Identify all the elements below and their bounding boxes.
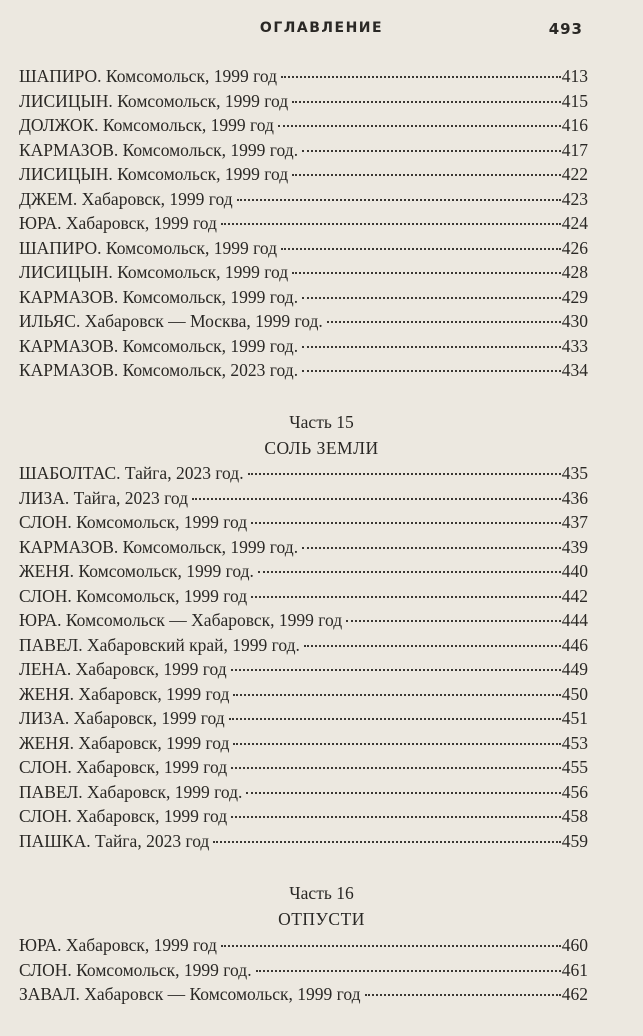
toc-entry-page: 429 [561, 286, 588, 307]
toc-entry-page: 428 [561, 262, 588, 282]
toc-list-part-16 [19, 933, 588, 1007]
dot-leader [229, 718, 561, 720]
toc-entry [19, 162, 588, 187]
toc-entry-title: ДЖЕМ. Хабаровск, 1999 год [19, 188, 233, 209]
toc-entry-title: СЛОН. Комсомольск, 1999 год [19, 512, 248, 532]
running-head-title: ОГЛАВЛЕНИЕ [259, 20, 384, 36]
dot-leader [327, 321, 561, 323]
dot-leader [304, 645, 561, 647]
toc-entry [19, 211, 588, 236]
dot-leader [302, 370, 561, 372]
toc-list-part-15 [19, 461, 588, 853]
toc-entry [19, 829, 588, 854]
toc-entry [19, 236, 588, 261]
toc-entry-page: 444 [561, 610, 588, 630]
toc-entry [19, 982, 588, 1007]
toc-entry-page: 435 [561, 463, 588, 483]
dot-leader [248, 473, 561, 475]
toc-entry-page: 426 [561, 237, 588, 258]
page-number: 493 [548, 20, 583, 38]
toc-entry-title: СЛОН. Хабаровск, 1999 год [19, 806, 228, 826]
dot-leader [256, 970, 561, 972]
toc-entry [19, 535, 588, 560]
toc-entry-title: КАРМАЗОВ. Комсомольск, 1999 год. [19, 286, 299, 307]
dot-leader [237, 199, 561, 201]
toc-entry-title: ДОЛЖОК. Комсомольск, 1999 год [19, 115, 274, 135]
toc-entry-page: 416 [561, 115, 588, 135]
dot-leader [302, 346, 561, 348]
toc-entry [19, 138, 588, 163]
toc-entry-page: 439 [561, 536, 588, 557]
toc-entry-page: 458 [561, 806, 588, 826]
dot-leader [281, 76, 561, 78]
toc-entry-page: 434 [561, 360, 588, 380]
part-heading-16 [0, 880, 643, 932]
toc-entry-title: КАРМАЗОВ. Комсомольск, 1999 год. [19, 536, 299, 557]
toc-entry [19, 657, 588, 682]
toc-entry-title: КАРМАЗОВ. Комсомольск, 1999 год. [19, 335, 299, 356]
dot-leader [292, 272, 561, 274]
toc-entry-page: 423 [561, 188, 588, 209]
toc-entry-title: КАРМАЗОВ. Комсомольск, 1999 год. [19, 139, 299, 160]
toc-entry-page: 422 [561, 164, 588, 184]
toc-entry-title: СЛОН. Комсомольск, 1999 год [19, 585, 248, 606]
dot-leader [346, 620, 561, 622]
dot-leader [278, 125, 561, 127]
toc-entry-title: КАРМАЗОВ. Комсомольск, 2023 год. [19, 360, 299, 380]
toc-entry-title: ЮРА. Хабаровск, 1999 год [19, 935, 217, 955]
dot-leader [302, 547, 561, 549]
toc-entry-page: 430 [561, 311, 588, 331]
toc-entry-title: ЛИЗА. Тайга, 2023 год [19, 487, 189, 508]
toc-entry-page: 461 [561, 959, 588, 980]
toc-entry-title: ЛИСИЦЫН. Комсомольск, 1999 год [19, 164, 289, 184]
dot-leader [231, 669, 561, 671]
toc-entry [19, 285, 588, 310]
part-number: Часть 15 [289, 412, 354, 432]
toc-entry [19, 461, 588, 486]
dot-leader [233, 694, 560, 696]
dot-leader [221, 945, 561, 947]
toc-entry [19, 358, 588, 383]
toc-entry-page: 446 [561, 634, 588, 655]
toc-entry-page: 415 [561, 90, 588, 111]
dot-leader [213, 841, 560, 843]
toc-entry-title: ЖЕНЯ. Комсомольск, 1999 год. [19, 561, 254, 581]
toc-entry [19, 187, 588, 212]
toc-entry-title: ПАШКА. Тайга, 2023 год [19, 830, 210, 851]
toc-entry-title: ЛИСИЦЫН. Комсомольск, 1999 год [19, 262, 289, 282]
toc-entry-title: ШАПИРО. Комсомольск, 1999 год [19, 66, 277, 86]
toc-entry [19, 633, 588, 658]
toc-entry [19, 89, 588, 114]
toc-entry-title: СЛОН. Комсомольск, 1999 год. [19, 959, 252, 980]
toc-entry [19, 510, 588, 535]
toc-entry-page: 442 [561, 585, 588, 606]
toc-entry [19, 608, 588, 633]
toc-entry [19, 755, 588, 780]
toc-entry-title: ЖЕНЯ. Хабаровск, 1999 год [19, 683, 230, 704]
toc-entry [19, 486, 588, 511]
part-title: ОТПУСТИ [278, 909, 365, 929]
dot-leader [251, 596, 561, 598]
toc-entry-page: 440 [561, 561, 588, 581]
toc-entry [19, 64, 588, 89]
toc-entry [19, 584, 588, 609]
dot-leader [233, 743, 560, 745]
toc-entry-title: ЖЕНЯ. Хабаровск, 1999 год [19, 732, 230, 753]
dot-leader [258, 571, 561, 573]
toc-entry-page: 413 [561, 66, 588, 86]
toc-entry-title: ЛИСИЦЫН. Комсомольск, 1999 год [19, 90, 289, 111]
toc-entry-page: 459 [561, 830, 588, 851]
dot-leader [192, 498, 561, 500]
toc-entry [19, 113, 588, 138]
toc-entry [19, 804, 588, 829]
toc-entry-page: 462 [561, 984, 588, 1004]
toc-entry [19, 958, 588, 983]
toc-list-part-14 [19, 64, 588, 383]
toc-entry-page: 449 [561, 659, 588, 679]
dot-leader [302, 297, 561, 299]
toc-entry-page: 417 [561, 139, 588, 160]
dot-leader [292, 101, 561, 103]
toc-entry [19, 706, 588, 731]
toc-entry [19, 780, 588, 805]
toc-entry-page: 453 [561, 732, 588, 753]
part-heading-15 [0, 409, 643, 461]
toc-entry-title: ШАПИРО. Комсомольск, 1999 год [19, 237, 277, 258]
toc-entry-page: 436 [561, 487, 588, 508]
toc-entry-title: ЮРА. Комсомольск — Хабаровск, 1999 год [19, 610, 343, 630]
toc-entry-page: 456 [561, 781, 588, 802]
toc-entry-page: 433 [561, 335, 588, 356]
dot-leader [365, 994, 561, 996]
dot-leader [251, 522, 561, 524]
toc-entry [19, 933, 588, 958]
toc-entry-page: 437 [561, 512, 588, 532]
toc-entry [19, 334, 588, 359]
toc-entry [19, 309, 588, 334]
toc-entry-page: 460 [561, 935, 588, 955]
toc-entry [19, 260, 588, 285]
toc-entry [19, 731, 588, 756]
part-title: СОЛЬ ЗЕМЛИ [264, 438, 379, 458]
dot-leader [231, 816, 561, 818]
dot-leader [281, 248, 561, 250]
dot-leader [221, 223, 561, 225]
toc-entry-title: ИЛЬЯС. Хабаровск — Москва, 1999 год. [19, 311, 323, 331]
toc-entry-page: 450 [561, 683, 588, 704]
toc-entry [19, 559, 588, 584]
toc-entry-title: ЮРА. Хабаровск, 1999 год [19, 213, 217, 233]
toc-entry-title: ПАВЕЛ. Хабаровский край, 1999 год. [19, 634, 300, 655]
dot-leader [292, 174, 561, 176]
toc-entry-title: ЛИЗА. Хабаровск, 1999 год [19, 708, 225, 728]
toc-entry-page: 424 [561, 213, 588, 233]
toc-entry-title: ЗАВАЛ. Хабаровск — Комсомольск, 1999 год [19, 984, 361, 1004]
toc-entry-page: 451 [561, 708, 588, 728]
toc-entry-title: СЛОН. Хабаровск, 1999 год [19, 757, 228, 777]
dot-leader [231, 767, 561, 769]
part-number: Часть 16 [289, 883, 354, 903]
running-head [0, 20, 643, 44]
dot-leader [246, 792, 560, 794]
toc-entry-title: ЛЕНА. Хабаровск, 1999 год [19, 659, 227, 679]
dot-leader [302, 150, 561, 152]
toc-entry-page: 455 [561, 757, 588, 777]
toc-entry [19, 682, 588, 707]
toc-entry-title: ШАБОЛТАС. Тайга, 2023 год. [19, 463, 244, 483]
toc-entry-title: ПАВЕЛ. Хабаровск, 1999 год. [19, 781, 243, 802]
